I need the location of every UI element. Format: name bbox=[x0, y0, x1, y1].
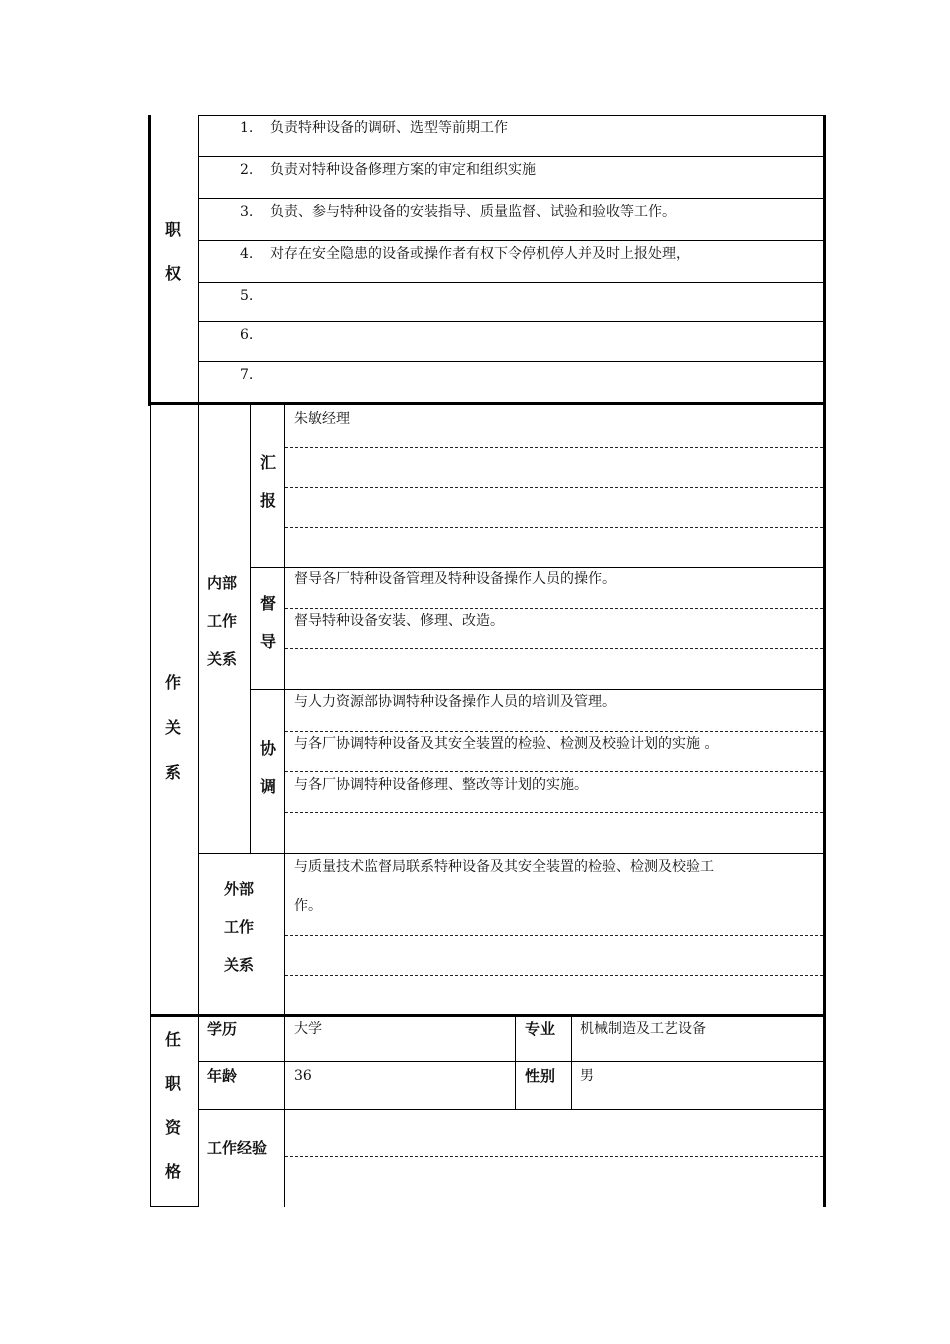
authority-item bbox=[240, 161, 536, 179]
report-label-char: 汇 bbox=[259, 453, 276, 472]
relations-label-char: 关 bbox=[164, 718, 181, 737]
authority-item bbox=[240, 245, 690, 263]
external-relations-label: 外部 bbox=[224, 880, 255, 898]
report-label-char: 报 bbox=[259, 491, 276, 510]
authority-item-text: 对存在安全隐患的设备或操作者有权下令停机停人并及时上报处理， bbox=[270, 246, 690, 262]
authority-item-num: 3. bbox=[240, 204, 254, 220]
major-value: 机械制造及工艺设备 bbox=[580, 1021, 706, 1037]
internal-relations-label: 关系 bbox=[207, 650, 238, 668]
coordinate-line: 与各厂协调特种设备及其安全装置的检验、检测及校验计划的实施 。 bbox=[294, 736, 719, 752]
age-label: 年龄 bbox=[207, 1067, 238, 1085]
authority-item bbox=[240, 326, 270, 344]
external-line: 与质量技术监督局联系特种设备及其安全装置的检验、检测及校验工 bbox=[294, 859, 714, 875]
authority-item-num: 2. bbox=[240, 162, 254, 178]
qualifications-label-char: 任 bbox=[164, 1030, 181, 1049]
authority-item bbox=[240, 203, 676, 221]
major-label: 专业 bbox=[525, 1020, 556, 1038]
report-line: 朱敏经理 bbox=[294, 411, 350, 427]
coordinate-label-char: 协 bbox=[259, 739, 276, 758]
education-label: 学历 bbox=[207, 1020, 238, 1038]
coordinate-line: 与人力资源部协调特种设备操作人员的培训及管理。 bbox=[294, 694, 616, 710]
authority-item-num: 7. bbox=[240, 367, 254, 383]
authority-item-num: 1. bbox=[240, 120, 254, 136]
authority-item bbox=[240, 366, 270, 384]
gender-label: 性别 bbox=[525, 1067, 556, 1085]
authority-item bbox=[240, 287, 270, 305]
supervise-line: 督导各厂特种设备管理及特种设备操作人员的操作。 bbox=[294, 571, 616, 587]
qualifications-label-char: 资 bbox=[164, 1118, 181, 1137]
supervise-line: 督导特种设备安装、修理、改造。 bbox=[294, 613, 504, 629]
relations-label-char: 系 bbox=[164, 763, 181, 782]
education-value: 大学 bbox=[294, 1021, 322, 1037]
authority-item bbox=[240, 119, 508, 137]
gender-value: 男 bbox=[580, 1068, 594, 1084]
authority-item-text: 负责、参与特种设备的安装指导、质量监督、试验和验收等工作。 bbox=[270, 204, 676, 220]
authority-label-char: 职 bbox=[164, 220, 181, 239]
qualifications-label-char: 格 bbox=[164, 1162, 181, 1181]
authority-item-text: 负责对特种设备修理方案的审定和组织实施 bbox=[270, 162, 536, 178]
relations-label-char: 作 bbox=[164, 673, 181, 692]
external-relations-label: 工作 bbox=[224, 918, 255, 936]
coordinate-line: 与各厂协调特种设备修理、整改等计划的实施。 bbox=[294, 777, 588, 793]
authority-item-num: 4. bbox=[240, 246, 254, 262]
internal-relations-label: 工作 bbox=[207, 612, 238, 630]
authority-label-char: 权 bbox=[164, 264, 181, 283]
authority-item-text: 负责特种设备的调研、选型等前期工作 bbox=[270, 120, 508, 136]
authority-item-num: 5. bbox=[240, 288, 254, 304]
authority-item-num: 6. bbox=[240, 327, 254, 343]
supervise-label-char: 导 bbox=[259, 632, 276, 651]
supervise-label-char: 督 bbox=[259, 594, 276, 613]
external-line: 作。 bbox=[294, 898, 322, 914]
experience-label: 工作经验 bbox=[207, 1139, 268, 1157]
external-relations-label: 关系 bbox=[224, 956, 255, 974]
coordinate-label-char: 调 bbox=[259, 777, 276, 796]
qualifications-label-char: 职 bbox=[164, 1074, 181, 1093]
age-value: 36 bbox=[294, 1068, 312, 1084]
internal-relations-label: 内部 bbox=[207, 574, 238, 592]
